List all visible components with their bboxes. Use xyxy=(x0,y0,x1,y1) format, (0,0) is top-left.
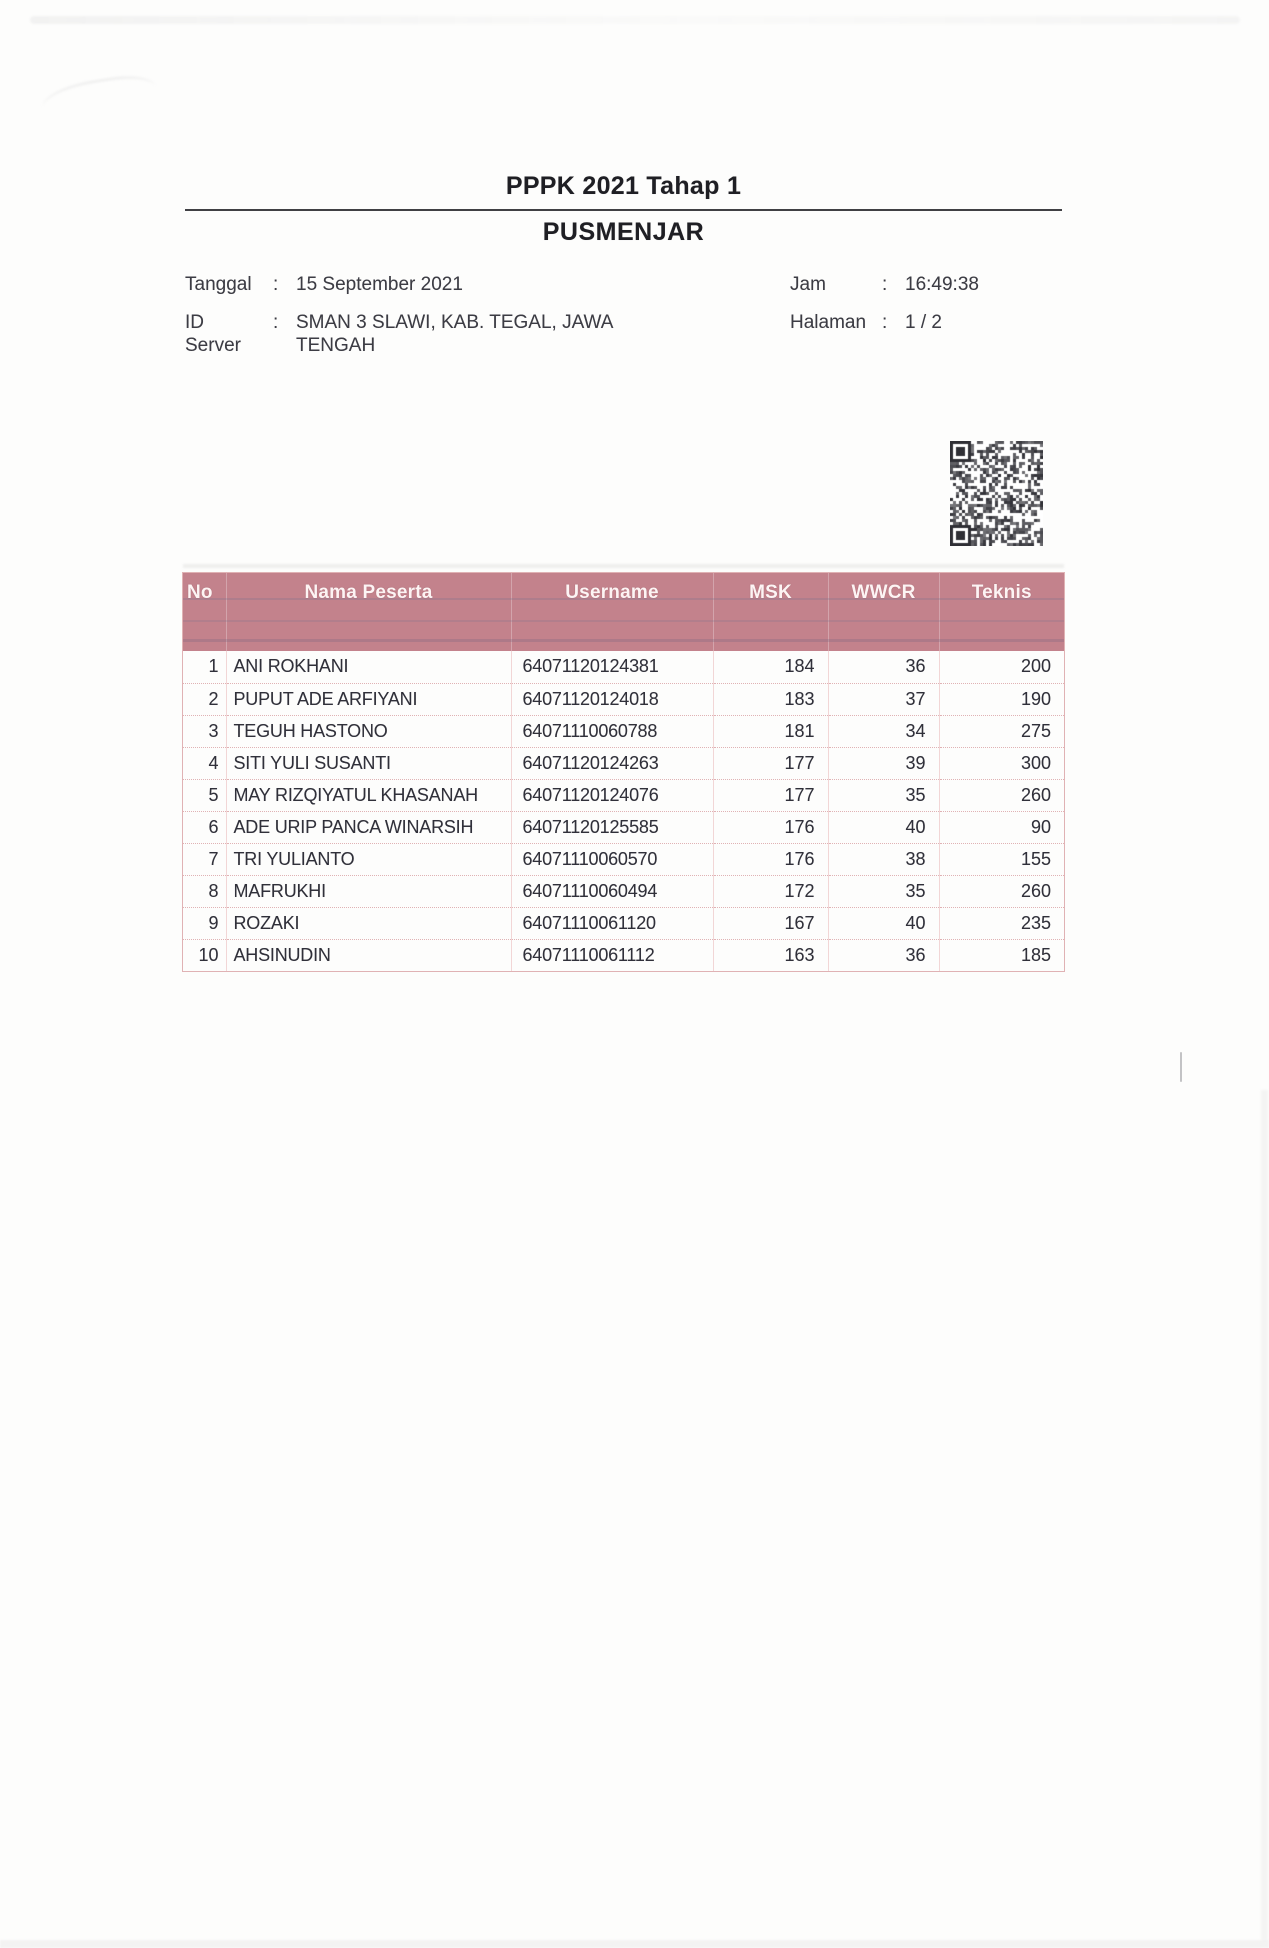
cell-no: 8 xyxy=(183,875,226,907)
cell-no: 6 xyxy=(183,811,226,843)
jam-value: 16:49:38 xyxy=(905,274,979,295)
results-table xyxy=(182,572,1065,972)
scan-artifact-right-edge xyxy=(1261,1090,1268,1940)
table-row xyxy=(183,747,1064,779)
cell-teknis: 185 xyxy=(939,939,1064,971)
table-row xyxy=(183,715,1064,747)
cell-wwcr: 36 xyxy=(828,651,939,683)
id-server-colon: : xyxy=(273,312,279,333)
results-table-header xyxy=(183,573,1064,651)
cell-username: 64071110060788 xyxy=(511,715,713,747)
tanggal-value: 15 September 2021 xyxy=(296,274,463,295)
halaman-colon: : xyxy=(882,312,888,333)
table-row xyxy=(183,683,1064,715)
cell-nama: ROZAKI xyxy=(226,907,511,939)
cell-no: 2 xyxy=(183,683,226,715)
cell-no: 7 xyxy=(183,843,226,875)
cell-wwcr: 35 xyxy=(828,875,939,907)
id-server-value: SMAN 3 SLAWI, KAB. TEGAL, JAWA TENGAH xyxy=(296,312,613,356)
cell-msk: 176 xyxy=(713,843,828,875)
qr-code-icon xyxy=(950,441,1043,546)
cell-teknis: 275 xyxy=(939,715,1064,747)
cell-username: 64071120124018 xyxy=(511,683,713,715)
column-header-username: Username xyxy=(511,573,713,651)
results-table-grid xyxy=(183,573,1064,971)
column-header-teknis: Teknis xyxy=(939,573,1064,651)
page-title: PPPK 2021 Tahap 1 xyxy=(505,172,742,200)
cell-msk: 184 xyxy=(713,651,828,683)
cell-teknis: 300 xyxy=(939,747,1064,779)
cell-nama: MAY RIZQIYATUL KHASANAH xyxy=(226,779,511,811)
scan-artifact-top xyxy=(30,16,1240,24)
tanggal-colon: : xyxy=(273,274,279,295)
jam-colon: : xyxy=(882,274,888,295)
cell-nama: ADE URIP PANCA WINARSIH xyxy=(226,811,511,843)
cell-username: 64071120124263 xyxy=(511,747,713,779)
cell-no: 3 xyxy=(183,715,226,747)
cell-nama: ANI ROKHANI xyxy=(226,651,511,683)
qr-code xyxy=(950,441,1043,546)
cell-no: 9 xyxy=(183,907,226,939)
cell-no: 5 xyxy=(183,779,226,811)
results-table-body xyxy=(183,651,1064,971)
cell-teknis: 190 xyxy=(939,683,1064,715)
scan-artifact-bottom xyxy=(0,1940,1269,1948)
cell-wwcr: 34 xyxy=(828,715,939,747)
cell-nama: PUPUT ADE ARFIYANI xyxy=(226,683,511,715)
scan-artifact-table-smear xyxy=(183,564,1064,568)
table-row xyxy=(183,779,1064,811)
cell-teknis: 260 xyxy=(939,875,1064,907)
table-row xyxy=(183,811,1064,843)
cell-wwcr: 38 xyxy=(828,843,939,875)
cell-wwcr: 36 xyxy=(828,939,939,971)
column-header-msk: MSK xyxy=(713,573,828,651)
title-divider xyxy=(185,209,1062,211)
cell-teknis: 90 xyxy=(939,811,1064,843)
cell-username: 64071110061112 xyxy=(511,939,713,971)
cell-no: 4 xyxy=(183,747,226,779)
cell-msk: 181 xyxy=(713,715,828,747)
cell-wwcr: 40 xyxy=(828,907,939,939)
cell-nama: SITI YULI SUSANTI xyxy=(226,747,511,779)
cell-msk: 177 xyxy=(713,779,828,811)
scan-artifact-tick xyxy=(1180,1052,1182,1082)
cell-msk: 183 xyxy=(713,683,828,715)
page-subtitle: PUSMENJAR xyxy=(542,218,705,246)
table-row xyxy=(183,907,1064,939)
column-header-nama: Nama Peserta xyxy=(226,573,511,651)
cell-username: 64071120124381 xyxy=(511,651,713,683)
column-header-no: No xyxy=(183,573,226,651)
cell-wwcr: 40 xyxy=(828,811,939,843)
cell-msk: 172 xyxy=(713,875,828,907)
cell-username: 64071110060494 xyxy=(511,875,713,907)
halaman-value: 1 / 2 xyxy=(905,312,942,333)
cell-nama: AHSINUDIN xyxy=(226,939,511,971)
cell-username: 64071120125585 xyxy=(511,811,713,843)
cell-teknis: 235 xyxy=(939,907,1064,939)
column-header-wwcr: WWCR xyxy=(828,573,939,651)
tanggal-label: Tanggal xyxy=(185,274,252,295)
cell-teknis: 200 xyxy=(939,651,1064,683)
cell-username: 64071110060570 xyxy=(511,843,713,875)
cell-no: 10 xyxy=(183,939,226,971)
cell-username: 64071110061120 xyxy=(511,907,713,939)
cell-msk: 176 xyxy=(713,811,828,843)
id-server-label: ID Server xyxy=(185,312,241,356)
table-row xyxy=(183,939,1064,971)
cell-wwcr: 39 xyxy=(828,747,939,779)
scan-artifact-pencil-mark xyxy=(40,71,160,128)
cell-no: 1 xyxy=(208,656,219,677)
cell-msk: 167 xyxy=(713,907,828,939)
cell-nama: TEGUH HASTONO xyxy=(226,715,511,747)
cell-msk: 163 xyxy=(713,939,828,971)
cell-teknis: 260 xyxy=(939,779,1064,811)
cell-username: 64071120124076 xyxy=(511,779,713,811)
cell-wwcr: 35 xyxy=(828,779,939,811)
cell-msk: 177 xyxy=(713,747,828,779)
cell-nama: TRI YULIANTO xyxy=(226,843,511,875)
table-row xyxy=(183,651,1064,683)
cell-wwcr: 37 xyxy=(828,683,939,715)
cell-teknis: 155 xyxy=(939,843,1064,875)
cell-nama: MAFRUKHI xyxy=(226,875,511,907)
jam-label: Jam xyxy=(790,274,826,295)
halaman-label: Halaman xyxy=(790,312,867,333)
table-row xyxy=(183,875,1064,907)
title-block xyxy=(185,172,1062,247)
table-row xyxy=(183,843,1064,875)
